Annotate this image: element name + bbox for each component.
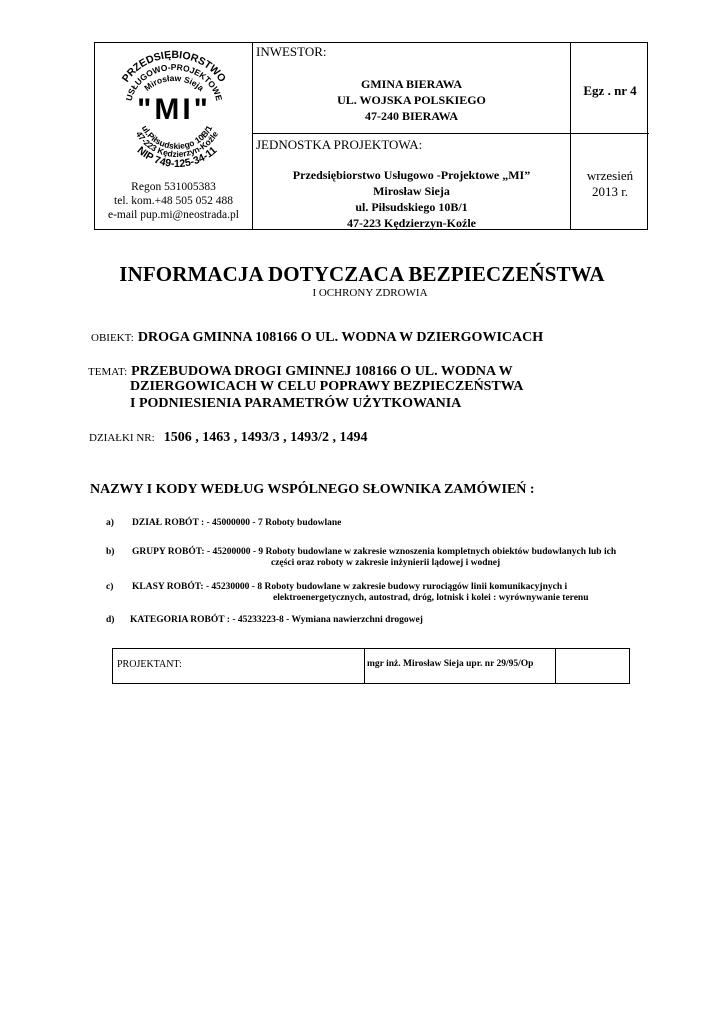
investor-name: GMINA BIERAWA: [360, 77, 462, 91]
subject-row: [88, 362, 513, 380]
cpv-item-c-line-1: KLASY ROBÓT: - 45230000 - 8 Roboty budowlane w zakresie budowy rurociągów linii komunikacyjnych i: [132, 582, 568, 592]
document-subtitle: I OCHRONY ZDROWIA: [312, 287, 428, 299]
investor-city: 47-240 BIERAWA: [364, 109, 458, 123]
stamp-arc-bottom-2: 47-223 Kędzierzyn-Koźle: [133, 129, 221, 160]
divider: [555, 649, 556, 683]
date-year: 2013 r.: [591, 184, 629, 199]
stamp-arc-top-2: USŁUGOWO-PROJEKTOWE: [123, 61, 225, 102]
design-unit-block: [253, 167, 570, 231]
cpv-heading: NAZWY I KODY WEDŁUG WSPÓLNEGO SŁOWNIKA ZAMÓWIEŃ :: [90, 482, 535, 497]
plots-label: DZIAŁKI NR:: [89, 432, 155, 444]
designer-signature: [558, 659, 628, 675]
stamp-arc-bottom-3: NIP 749-125-34-11: [134, 144, 220, 171]
investor-street: UL. WOJSKA POLSKIEGO: [337, 93, 486, 107]
date-block: [571, 168, 649, 200]
designer-name: mgr inż. Mirosław Sieja upr. nr 29/95/Op: [367, 659, 534, 669]
object-label: OBIEKT:: [91, 332, 134, 344]
subject-line-1: PRZEBUDOWA DROGI GMINNEJ 108166 O UL. WODNA W: [131, 364, 513, 379]
subject-label: TEMAT:: [88, 366, 128, 378]
stamp-arc-bottom-1: ul.Piłsudskiego 10B/1: [139, 123, 215, 152]
cpv-letter-d: d): [106, 615, 115, 625]
date-month: wrzesień: [586, 168, 634, 183]
design-unit-owner: Mirosław Sieja: [373, 184, 450, 198]
design-unit-street: ul. Piłsudskiego 10B/1: [355, 200, 468, 214]
cpv-letter-b: b): [106, 547, 115, 557]
object-row: [91, 328, 543, 346]
stamp-arc-top-3: Mirosław Sieja: [142, 72, 206, 94]
design-unit-city: 47-223 Kędzierzyn-Koźle: [347, 216, 476, 230]
designer-table: [112, 648, 630, 684]
investor-block: [253, 76, 570, 124]
investor-label: INWESTOR:: [256, 44, 327, 59]
contact-email: e-mail pup.mi@neostrada.pl: [108, 209, 239, 221]
header-table: [94, 42, 648, 230]
stamp-center-text: "MI": [137, 93, 211, 126]
cpv-item-c-line-2: elektroenergetycznych, autostrad, dróg, lotnisk i kolei : wyrównywanie terenu: [273, 593, 589, 603]
subject-line-2: DZIERGOWICACH W CELU POPRAWY BEZPIECZEŃSTWA: [130, 379, 524, 394]
design-unit-label: JEDNOSTKA PROJEKTOWA:: [256, 137, 423, 152]
contact-phone: tel. kom.+48 505 052 488: [114, 195, 233, 207]
stamp-arc-top-1: PRZEDSIĘBIORSTWO: [119, 48, 229, 85]
company-stamp: [99, 45, 249, 171]
object-value: DROGA GMINNA 108166 O UL. WODNA W DZIERGOWICACH: [137, 330, 544, 345]
cpv-item-d: KATEGORIA ROBÓT : - 45233223-8 - Wymiana nawierzchni drogowej: [130, 615, 423, 625]
cpv-letter-c: c): [106, 582, 114, 592]
divider: [364, 649, 365, 683]
contact-regon: Regon 531005383: [131, 181, 216, 193]
cpv-letter-a: a): [106, 518, 114, 528]
plots-value: 1506 , 1463 , 1493/3 , 1493/2 , 1494: [163, 430, 368, 445]
designer-label: PROJEKTANT:: [117, 659, 182, 670]
design-unit-company: Przedsiębiorstwo Usługowo -Projektowe „MI”: [292, 168, 531, 182]
plots-row: [89, 428, 367, 446]
copy-number: Egz . nr 4: [583, 83, 637, 98]
cpv-item-a: DZIAŁ ROBÓT : - 45000000 - 7 Roboty budowlane: [132, 518, 342, 528]
divider: [252, 133, 649, 134]
divider: [570, 43, 571, 229]
document-title: INFORMACJA DOTYCZACA BEZPIECZEŃSTWA: [119, 262, 605, 286]
cpv-item-b-line-2: części oraz roboty w zakresie inżynierii lądowej i wodnej: [271, 558, 501, 568]
cpv-item-b-line-1: GRUPY ROBÓT: - 45200000 - 9 Roboty budowlane w zakresie wznoszenia kompletnych obiektów budowlanych lub ich: [132, 547, 617, 557]
subject-line-3: I PODNIESIENIA PARAMETRÓW UŻYTKOWANIA: [130, 396, 462, 411]
